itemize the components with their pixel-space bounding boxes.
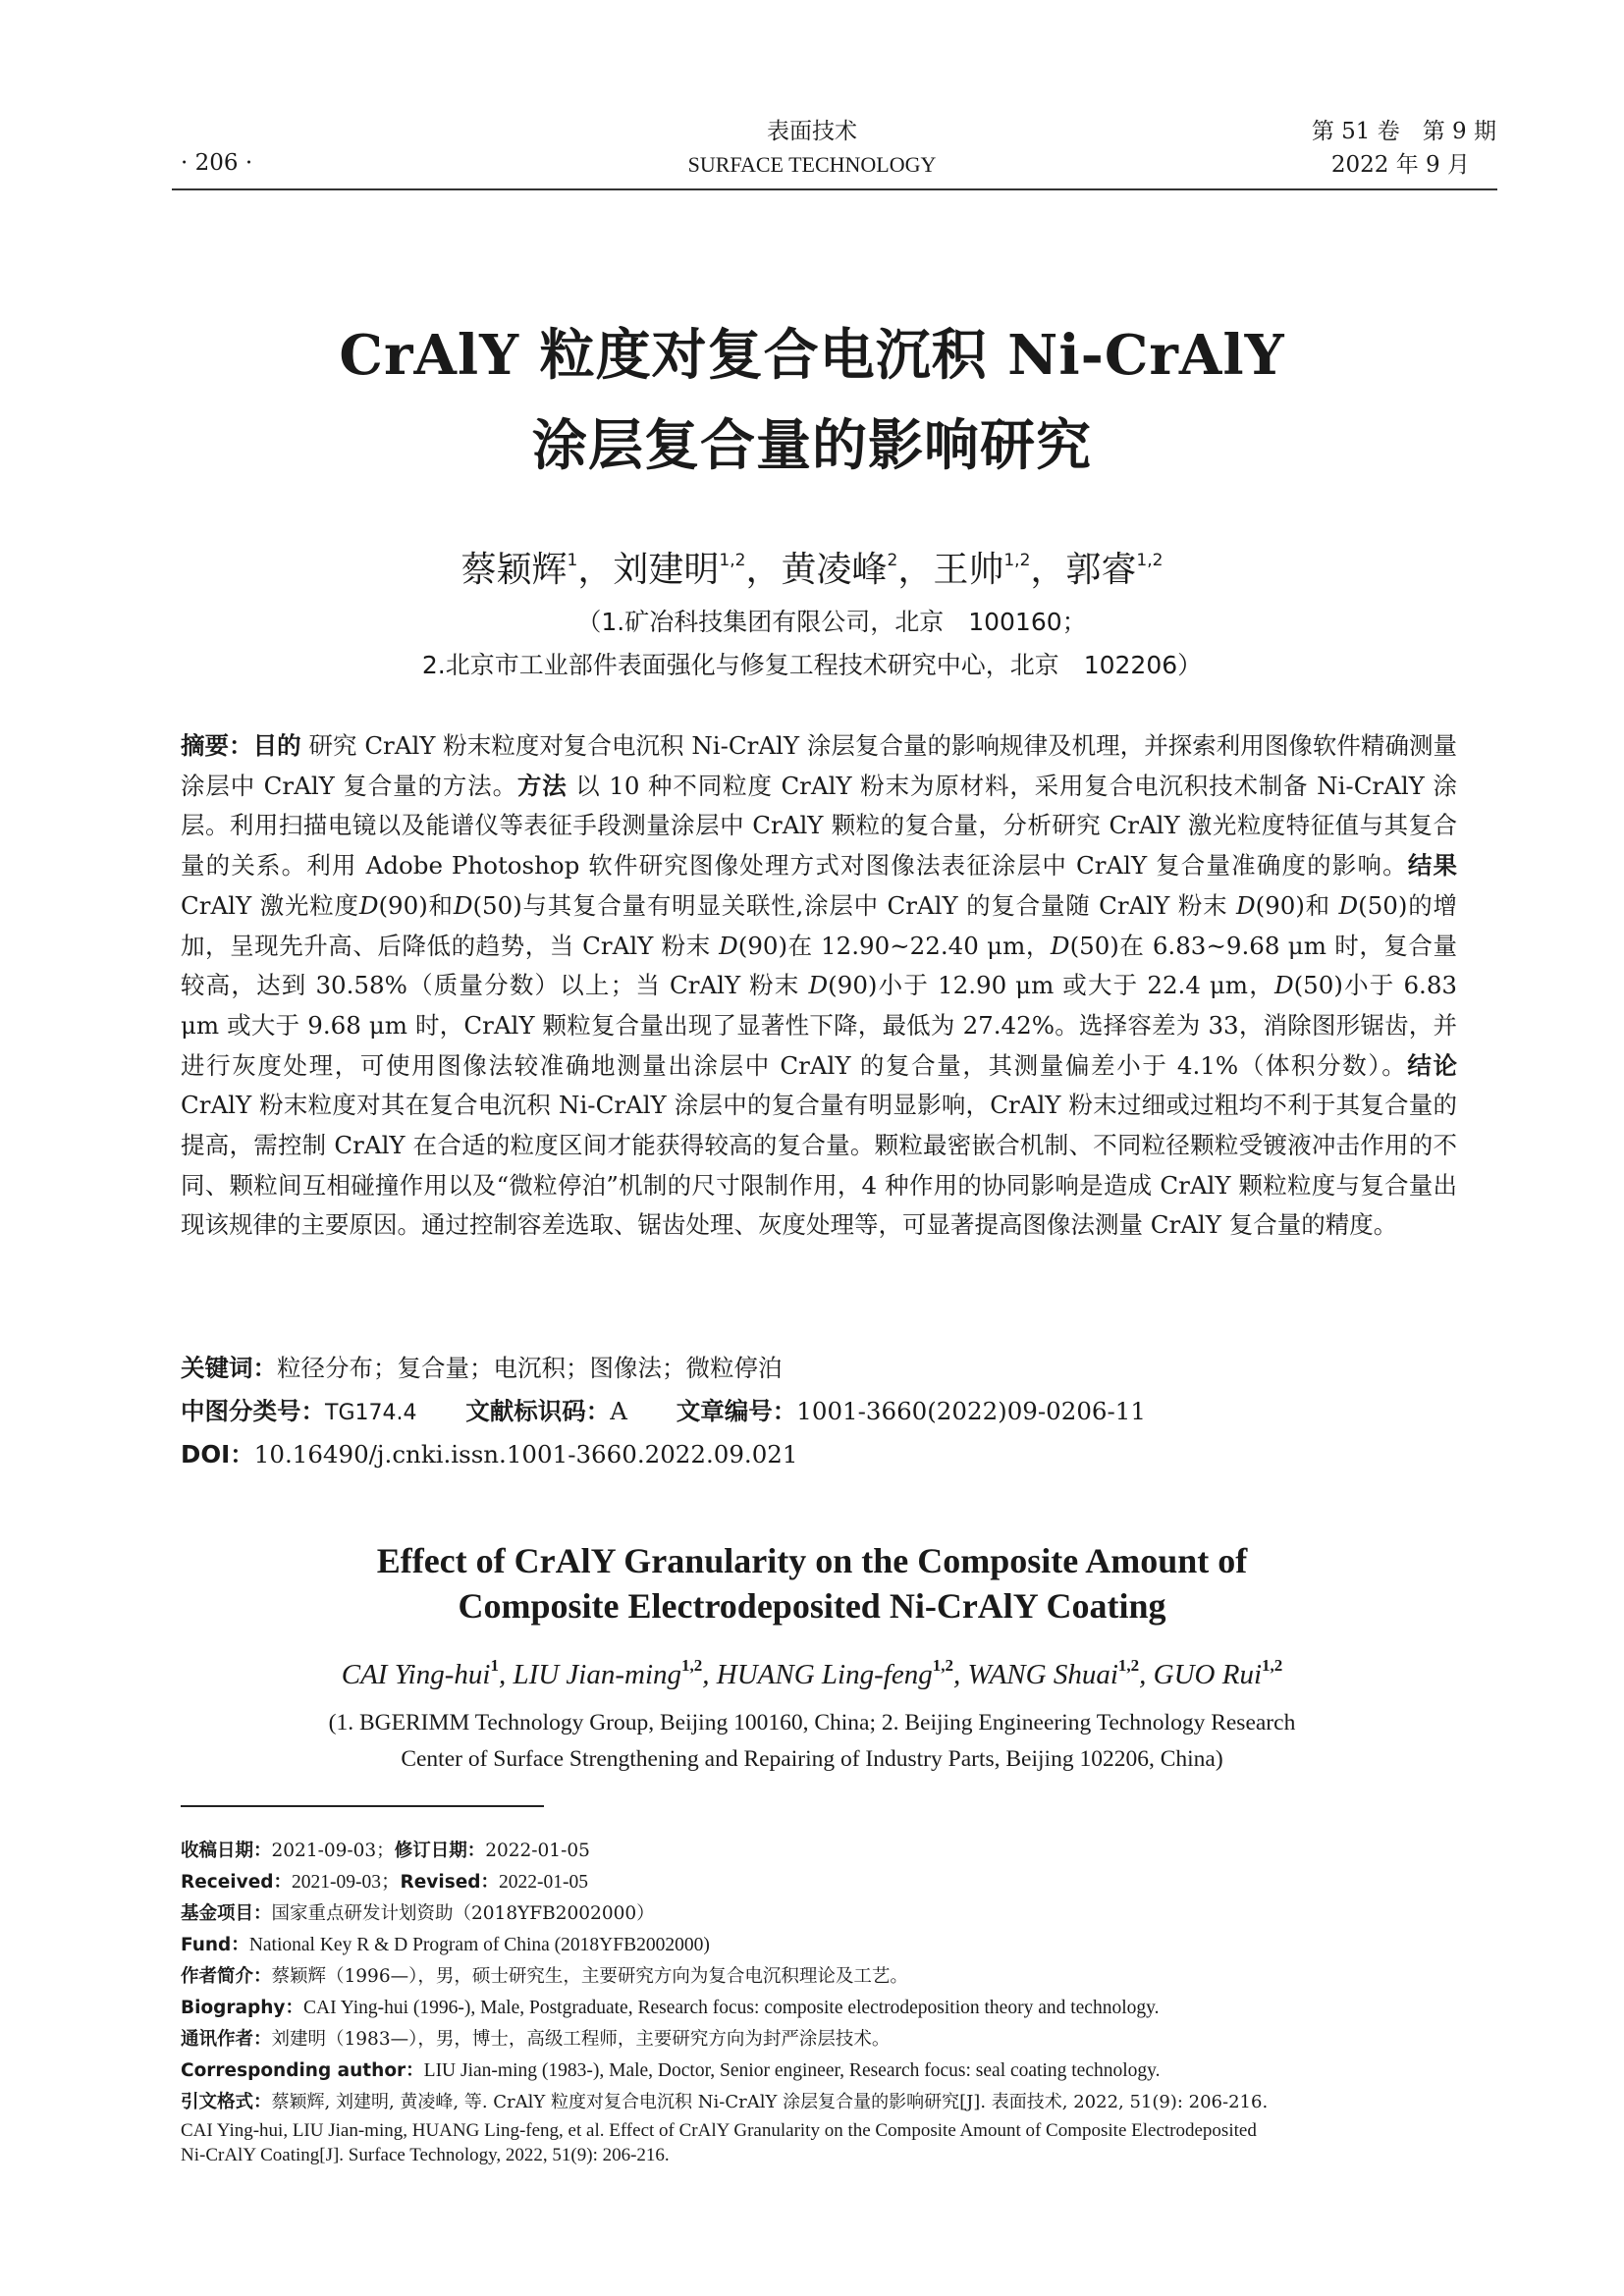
abstract-purpose: 研究 CrAlY 粉末粒度对复合电沉积 Ni-CrAlY 涂层复合量的影响规律及机理，并探索利用图像软件精确测量涂层中 CrAlY 复合量的方法。 <box>181 731 1457 800</box>
article-no-value: 1001-3660(2022)09-0206-11 <box>796 1397 1146 1425</box>
cn-author-affil-sup: 1,2 <box>1003 551 1031 570</box>
cn-author: 王帅 <box>933 550 1004 590</box>
affiliation-en-line-1: (1. BGERIMM Technology Group, Beijing 100160, China; 2. Beijing Engineering Technology Research <box>328 1710 1296 1735</box>
journal-name-cn: 表面技术 <box>767 119 857 144</box>
volume-issue: 第 51 卷 第 9 期 <box>1311 119 1496 144</box>
en-author-separator: , <box>1139 1659 1154 1690</box>
footnote-received-cn: 收稿日期：2021-09-03；修订日期：2022-01-05 <box>181 1841 590 1861</box>
en-author: LIU Jian-ming <box>513 1659 682 1690</box>
cn-author-affil-sup: 1,2 <box>719 551 746 570</box>
header-rule <box>172 188 1497 190</box>
abstract-label: 摘要： <box>181 731 253 760</box>
keywords-value: 粒径分布；复合量；电沉积；图像法；微粒停泊 <box>277 1354 783 1382</box>
en-author-affil-sup: 1,2 <box>1117 1656 1140 1675</box>
en-author-affil-sup: 1 <box>490 1656 499 1675</box>
doi-line <box>181 1435 1457 1474</box>
footnote-corr-cn: 通讯作者：刘建明（1983—），男，博士，高级工程师，主要研究方向为封严涂层技术。 <box>181 2029 891 2050</box>
clc-value: TG174.4 <box>325 1401 417 1425</box>
purpose-label: 目的 <box>252 731 301 760</box>
title-line-2: 涂层复合量的影响研究 <box>532 413 1092 478</box>
keywords-label: 关键词： <box>181 1354 277 1382</box>
footnote-citation-en: CAI Ying-hui, LIU Jian-ming, HUANG Ling-feng, et al. Effect of CrAlY Granularity on the Composite Amount of Composite Electrodeposited Ni-CrAlY Coating[J]. Surface Technology, 2022, 51(9): 206-216. <box>181 2120 1257 2165</box>
english-title-line-2: Composite Electrodeposited Ni-CrAlY Coating <box>458 1586 1166 1626</box>
footnote-corr-en: Corresponding author：LIU Jian-ming (1983-), Male, Doctor, Senior engineer, Research focus: seal coating technology. <box>181 2060 1161 2081</box>
keywords <box>181 1349 1457 1388</box>
footnote-fund-cn: 基金项目：国家重点研发计划资助（2018YFB2002000） <box>181 1903 655 1924</box>
footnote-rule <box>181 1805 544 1807</box>
author-list-cn <box>0 536 1624 595</box>
en-author-affil-sup: 1,2 <box>1262 1656 1283 1675</box>
en-author-affil-sup: 1,2 <box>932 1656 953 1675</box>
affiliation-cn-1: （1.矿冶科技集团有限公司，北京 100160； <box>576 608 1087 636</box>
cn-author-affil-sup: 2 <box>887 551 898 570</box>
en-author-separator: , <box>498 1659 514 1690</box>
page-title <box>0 316 1624 485</box>
cn-author-affil-sup: 1,2 <box>1136 551 1164 570</box>
title-line-1: CrAlY 粒度对复合电沉积 Ni-CrAlY <box>339 323 1285 388</box>
en-author: WANG Shuai <box>967 1659 1118 1690</box>
method-label: 方法 <box>516 771 568 800</box>
cn-author-separator: ， <box>577 550 614 590</box>
cn-author-affil-sup: 1 <box>567 551 578 570</box>
affiliation-en <box>0 1705 1624 1778</box>
doc-code-label: 文献标识码： <box>465 1397 611 1425</box>
english-title-line-1: Effect of CrAlY Granularity on the Composite Amount of <box>376 1541 1248 1580</box>
cn-author-separator: ， <box>897 550 934 590</box>
footnote-received-en: Received：2021-09-03；Revised：2022-01-05 <box>181 1872 588 1893</box>
abstract-result: CrAlY 激光粒度D(90)和D(50)与其复合量有明显关联性,涂层中 CrAlY 的复合量随 CrAlY 粉末 D(90)和 D(50)的增加，呈现先升高、后降低的趋势，当 CrAlY 粉末 D(90)在 12.90~22.40 μm，D(50)在 6.83~9.68 μm 时，复合量较高，达到 30.58%（质量分数）以上；当 CrAlY 粉末 D(90)小于 12.90 μm 或大于 22.4 μm，D(50)小于 6.83 μm 或大于 9.68 μm 时，CrAlY 颗粒复合量出现了显著性下降，最低为 27.42%。选择容差为 33，消除图形锯齿，并进行灰度处理，可使用图像法较准确地测量出涂层中 CrAlY 的复合量，其测量偏差小于 4.1%（体积分数）。 <box>181 890 1458 1080</box>
journal-name-en: SURFACE TECHNOLOGY <box>687 152 937 177</box>
cn-author-separator: ， <box>745 550 782 590</box>
doi-value[interactable]: 10.16490/j.cnki.issn.1001-3660.2022.09.021 <box>253 1440 798 1468</box>
article-no-label: 文章编号： <box>676 1397 797 1425</box>
en-author-affil-sup: 1,2 <box>681 1656 703 1675</box>
cn-author: 郭睿 <box>1065 550 1137 590</box>
page-number: · 206 · <box>181 150 253 176</box>
footnote-citation-cn: 引文格式：蔡颖辉, 刘建明, 黄凌峰, 等. CrAlY 粒度对复合电沉积 Ni-CrAlY 涂层复合量的影响研究[J]. 表面技术, 2022, 51(9): 206-216. <box>181 2092 1269 2112</box>
en-author: CAI Ying-hui <box>341 1659 491 1690</box>
result-label: 结果 <box>1407 851 1457 881</box>
publication-date: 2022 年 9 月 <box>1330 152 1470 178</box>
conclusion-label: 结论 <box>1407 1050 1458 1080</box>
cn-author: 刘建明 <box>613 550 720 590</box>
cn-author: 黄凌峰 <box>781 550 888 590</box>
footnote-fund-en: Fund：National Key R & D Program of China (2018YFB2002000) <box>181 1935 710 1955</box>
abstract <box>181 726 1457 1246</box>
affiliation-cn-2: 2.北京市工业部件表面强化与修复工程技术研究中心，北京 102206） <box>421 651 1203 679</box>
en-author: GUO Rui <box>1153 1659 1263 1690</box>
affiliation-en-line-2: Center of Surface Strengthening and Repairing of Industry Parts, Beijing 102206, China) <box>401 1746 1223 1772</box>
clc-label: 中图分类号： <box>181 1397 325 1425</box>
en-author: HUANG Ling-feng <box>716 1659 933 1690</box>
doi-label: DOI： <box>181 1440 254 1468</box>
doc-code-value: A <box>610 1397 627 1425</box>
abstract-conclusion: CrAlY 粉末粒度对其在复合电沉积 Ni-CrAlY 涂层中的复合量有明显影响，CrAlY 粉末过细或过粗均不利于其复合量的提高，需控制 CrAlY 在合适的粒度区间才能获得较高的复合量。颗粒最密嵌合机制、不同粒径颗粒受镀液冲击作用的不同、颗粒间互相碰撞作用以及“微粒停泊”机制的尺寸限制作用，4 种作用的协同影响是造成 CrAlY 颗粒粒度与复合量出现该规律的主要原因。通过控制容差选取、锯齿处理、灰度处理等，可显著提高图像法测量 CrAlY 复合量的精度。 <box>181 1091 1457 1240</box>
author-list-en <box>0 1646 1624 1694</box>
cn-author-separator: ， <box>1030 550 1066 590</box>
cn-author: 蔡颖辉 <box>460 550 568 590</box>
footnote-bio-en: Biography：CAI Ying-hui (1996-), Male, Postgraduate, Research focus: composite electrodeposition theory and technology. <box>181 1998 1160 2018</box>
abstract-method: 以 10 种不同粒度 CrAlY 粉末为原材料，采用复合电沉积技术制备 Ni-CrAlY 涂层。利用扫描电镜以及能谱仪等表征手段测量涂层中 CrAlY 颗粒的复合量，分析研究 CrAlY 激光粒度特征值与其复合量的关系。利用 Adobe Photoshop 软件研究图像处理方式对图像法表征涂层中 CrAlY 复合量准确度的影响。 <box>181 771 1457 881</box>
en-author-separator: , <box>702 1659 717 1690</box>
english-title <box>0 1538 1624 1629</box>
footnote-bio-cn: 作者简介：蔡颖辉（1996—），男，硕士研究生，主要研究方向为复合电沉积理论及工艺。 <box>181 1966 908 1987</box>
classification-line <box>181 1392 1457 1433</box>
en-author-separator: , <box>952 1659 968 1690</box>
